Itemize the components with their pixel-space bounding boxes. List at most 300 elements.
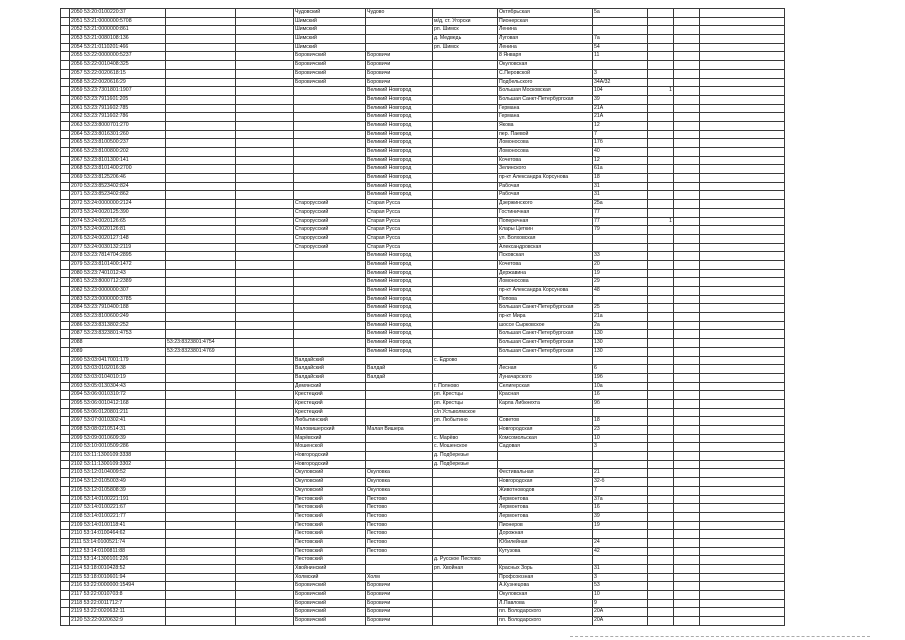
table-cell — [236, 573, 294, 582]
table-cell — [236, 347, 294, 356]
table-cell — [648, 104, 674, 113]
table-cell: 53:23:8323801:4769 — [166, 347, 236, 356]
table-row — [61, 373, 785, 382]
table-cell — [61, 373, 70, 382]
table-cell: 2109 53:14:0100118:41 — [70, 521, 166, 530]
table-cell — [294, 304, 366, 313]
table-row — [61, 69, 785, 78]
table-cell — [236, 617, 294, 626]
table-cell: 2060 53:23:7911601:205 — [70, 95, 166, 104]
table-cell: 39 — [593, 95, 648, 104]
table-cell: Зелинского — [498, 165, 593, 174]
table-cell: Окуловская — [498, 61, 593, 70]
table-cell: Великий Новгород — [366, 174, 433, 183]
table-cell — [166, 295, 236, 304]
table-cell: Державина — [498, 269, 593, 278]
table-cell: 2053 53:21:0080108:136 — [70, 35, 166, 44]
table-cell — [61, 139, 70, 148]
table-cell — [236, 469, 294, 478]
table-cell — [61, 26, 70, 35]
table-cell — [674, 582, 700, 591]
table-cell — [166, 365, 236, 374]
table-cell: 2101 53:11:1300109:3338 — [70, 452, 166, 461]
table-cell — [433, 113, 498, 122]
table-cell — [61, 434, 70, 443]
table-cell — [166, 356, 236, 365]
table-cell: Ленина — [498, 26, 593, 35]
table-cell — [700, 512, 785, 521]
table-row — [61, 547, 785, 556]
table-cell — [294, 121, 366, 130]
table-row — [61, 304, 785, 313]
table-cell — [366, 391, 433, 400]
table-cell — [674, 443, 700, 452]
table-cell: 2100 53:10:0010509:286 — [70, 443, 166, 452]
table-cell — [61, 469, 70, 478]
table-cell — [166, 43, 236, 52]
table-cell: Боровичский — [294, 582, 366, 591]
table-cell — [648, 182, 674, 191]
table-cell: Валдайский — [294, 356, 366, 365]
table-cell: Старая Русса — [366, 217, 433, 226]
table-cell: Боровичский — [294, 52, 366, 61]
table-cell: пр-кт Александра Корсунова — [498, 174, 593, 183]
table-cell — [433, 182, 498, 191]
table-cell: Боровичи — [366, 599, 433, 608]
table-cell — [236, 556, 294, 565]
table-cell — [700, 304, 785, 313]
table-cell: 104 — [593, 87, 648, 96]
table-cell — [648, 573, 674, 582]
table-cell — [593, 61, 648, 70]
table-row — [61, 130, 785, 139]
table-cell — [166, 391, 236, 400]
table-cell — [433, 165, 498, 174]
table-cell — [236, 17, 294, 26]
table-cell: Новгородский — [294, 460, 366, 469]
table-cell: Кочетова — [498, 260, 593, 269]
table-cell: 25а — [593, 200, 648, 209]
table-cell — [674, 356, 700, 365]
table-cell — [433, 582, 498, 591]
table-cell — [236, 365, 294, 374]
table-cell — [700, 530, 785, 539]
table-cell: 2071 53:23:8523402:862 — [70, 191, 166, 200]
table-cell: 16 — [593, 504, 648, 513]
table-cell — [166, 52, 236, 61]
table-cell: Окуловка — [366, 469, 433, 478]
table-cell: Боровичский — [294, 608, 366, 617]
table-cell — [166, 269, 236, 278]
table-cell — [674, 391, 700, 400]
table-cell — [61, 61, 70, 70]
table-cell: 42 — [593, 547, 648, 556]
table-cell: Окуловка — [366, 486, 433, 495]
table-cell — [433, 608, 498, 617]
table-cell: с. Мошенское — [433, 443, 498, 452]
table-cell — [433, 504, 498, 513]
table-cell — [648, 538, 674, 547]
table-cell — [61, 191, 70, 200]
table-cell: 31 — [593, 191, 648, 200]
table-cell — [61, 208, 70, 217]
table-cell — [674, 304, 700, 313]
table-cell: 2099 53:09:0010609:39 — [70, 434, 166, 443]
table-cell — [593, 17, 648, 26]
table-cell — [166, 165, 236, 174]
table-cell — [294, 191, 366, 200]
table-row — [61, 469, 785, 478]
table-cell: д. Подберезье — [433, 460, 498, 469]
table-cell: Юбилейная — [498, 538, 593, 547]
table-cell: 2118 53:22:0011712:7 — [70, 599, 166, 608]
table-cell — [166, 565, 236, 574]
table-row — [61, 565, 785, 574]
table-cell: Пестовский — [294, 504, 366, 513]
table-cell: Великий Новгород — [366, 260, 433, 269]
table-cell: 9б — [593, 399, 648, 408]
table-cell: 2102 53:11:1300109:3302 — [70, 460, 166, 469]
table-cell — [674, 530, 700, 539]
table-cell: Окуловская — [498, 591, 593, 600]
table-cell: 17б — [593, 139, 648, 148]
table-cell: 53:23:8323801:4754 — [166, 339, 236, 348]
table-cell: Лесная — [498, 365, 593, 374]
table-cell: 25 — [593, 304, 648, 313]
table-cell — [294, 174, 366, 183]
table-cell — [648, 330, 674, 339]
table-cell: Луначарского — [498, 373, 593, 382]
table-cell — [61, 399, 70, 408]
table-cell — [700, 217, 785, 226]
table-cell — [674, 373, 700, 382]
table-cell — [700, 347, 785, 356]
table-cell: Новгородский — [294, 452, 366, 461]
table-cell — [166, 426, 236, 435]
table-cell — [366, 443, 433, 452]
table-cell — [166, 382, 236, 391]
table-cell — [433, 347, 498, 356]
table-cell — [433, 208, 498, 217]
table-cell — [366, 556, 433, 565]
table-cell — [498, 408, 593, 417]
table-cell: 16 — [593, 391, 648, 400]
table-cell — [236, 260, 294, 269]
table-cell — [61, 565, 70, 574]
table-cell — [166, 521, 236, 530]
table-row — [61, 191, 785, 200]
table-cell — [236, 226, 294, 235]
table-cell — [166, 469, 236, 478]
table-cell: д. Подберезье — [433, 452, 498, 461]
table-cell — [648, 313, 674, 322]
table-cell: Большая Московская — [498, 87, 593, 96]
table-cell — [674, 252, 700, 261]
table-cell: 2105 53:12:0105808:39 — [70, 486, 166, 495]
table-cell: Псковская — [498, 252, 593, 261]
table-cell — [674, 287, 700, 296]
table-cell — [674, 573, 700, 582]
table-cell — [648, 356, 674, 365]
table-cell: 10а — [593, 382, 648, 391]
table-cell — [61, 495, 70, 504]
table-cell — [700, 69, 785, 78]
table-cell: рп. Крестцы — [433, 399, 498, 408]
table-cell — [674, 599, 700, 608]
table-cell: Великий Новгород — [366, 182, 433, 191]
table-cell: Боровичи — [366, 78, 433, 87]
table-cell — [294, 95, 366, 104]
table-cell — [236, 304, 294, 313]
table-cell: Клары Цеткин — [498, 226, 593, 235]
table-cell — [674, 591, 700, 600]
table-cell — [61, 52, 70, 61]
table-cell — [593, 234, 648, 243]
table-cell: Боровичи — [366, 61, 433, 70]
table-cell — [166, 87, 236, 96]
table-cell — [648, 113, 674, 122]
table-cell — [61, 313, 70, 322]
table-cell — [700, 330, 785, 339]
table-cell — [648, 69, 674, 78]
table-cell — [61, 460, 70, 469]
table-cell: пл. Володарского — [498, 608, 593, 617]
table-row — [61, 243, 785, 252]
table-row — [61, 287, 785, 296]
table-cell — [648, 469, 674, 478]
table-cell — [674, 43, 700, 52]
table-cell — [294, 139, 366, 148]
table-cell — [433, 599, 498, 608]
table-cell: 2107 53:14:0100221:67 — [70, 504, 166, 513]
table-cell — [366, 26, 433, 35]
table-cell — [674, 200, 700, 209]
table-cell — [433, 339, 498, 348]
table-cell — [433, 278, 498, 287]
table-cell — [61, 182, 70, 191]
table-cell — [700, 9, 785, 18]
table-cell — [166, 200, 236, 209]
table-cell — [674, 608, 700, 617]
table-cell — [700, 35, 785, 44]
table-cell — [648, 208, 674, 217]
table-cell — [700, 61, 785, 70]
table-cell — [366, 382, 433, 391]
table-cell: Великий Новгород — [366, 165, 433, 174]
table-cell — [648, 269, 674, 278]
table-cell: 48 — [593, 287, 648, 296]
table-cell — [648, 130, 674, 139]
table-cell — [433, 61, 498, 70]
table-cell — [166, 399, 236, 408]
table-cell: Большая Санкт-Петербургская — [498, 339, 593, 348]
table-cell — [674, 295, 700, 304]
table-cell — [236, 139, 294, 148]
table-cell — [648, 617, 674, 626]
table-cell — [648, 495, 674, 504]
table-cell — [700, 208, 785, 217]
table-cell — [236, 217, 294, 226]
table-cell: 2111 53:14:0100521:74 — [70, 538, 166, 547]
table-row — [61, 313, 785, 322]
table-cell — [433, 9, 498, 18]
table-cell — [433, 174, 498, 183]
table-cell: рп. Шимск — [433, 26, 498, 35]
table-cell: м/д, ст. Угорски — [433, 17, 498, 26]
table-cell — [236, 130, 294, 139]
table-cell — [366, 356, 433, 365]
table-cell: 37а — [593, 495, 648, 504]
table-cell — [61, 234, 70, 243]
table-cell — [648, 156, 674, 165]
table-cell — [674, 35, 700, 44]
table-cell — [166, 95, 236, 104]
table-cell — [700, 339, 785, 348]
table-cell: 21А — [593, 104, 648, 113]
table-cell — [236, 113, 294, 122]
table-cell — [366, 17, 433, 26]
table-cell — [648, 234, 674, 243]
table-cell — [61, 295, 70, 304]
table-cell — [61, 217, 70, 226]
table-cell: Пестово — [366, 512, 433, 521]
table-cell: Поперечная — [498, 217, 593, 226]
table-cell — [700, 617, 785, 626]
table-cell — [433, 130, 498, 139]
table-cell: 2113 53:14:1300101:226 — [70, 556, 166, 565]
table-cell — [648, 260, 674, 269]
table-cell — [236, 287, 294, 296]
table-cell — [166, 547, 236, 556]
table-cell: 2116 53:22:0000000:15494 — [70, 582, 166, 591]
table-cell — [61, 174, 70, 183]
table-cell: 31 — [593, 182, 648, 191]
table-cell: шоссе Сырковское — [498, 321, 593, 330]
table-cell — [294, 339, 366, 348]
table-cell — [236, 538, 294, 547]
table-cell — [236, 486, 294, 495]
table-row — [61, 443, 785, 452]
table-cell: Старая Русса — [366, 243, 433, 252]
table-cell — [166, 139, 236, 148]
table-cell: Великий Новгород — [366, 321, 433, 330]
table-cell: Великий Новгород — [366, 87, 433, 96]
table-cell: 79 — [593, 226, 648, 235]
table-cell — [648, 226, 674, 235]
table-cell — [674, 417, 700, 426]
table-row — [61, 556, 785, 565]
table-cell: 130 — [593, 330, 648, 339]
table-cell — [236, 356, 294, 365]
table-cell — [61, 165, 70, 174]
table-cell — [433, 269, 498, 278]
table-cell — [593, 452, 648, 461]
table-cell: Великий Новгород — [366, 347, 433, 356]
table-cell: 2119 53:22:0020632:11 — [70, 608, 166, 617]
table-cell — [166, 443, 236, 452]
table-cell: Пестово — [366, 538, 433, 547]
table-cell — [433, 234, 498, 243]
table-cell — [433, 495, 498, 504]
table-cell — [236, 434, 294, 443]
table-cell: Пестовский — [294, 512, 366, 521]
table-cell: Большая Санкт-Петербургская — [498, 304, 593, 313]
table-cell — [61, 599, 70, 608]
table-cell: Холм — [366, 573, 433, 582]
table-row — [61, 452, 785, 461]
table-cell — [166, 478, 236, 487]
table-cell — [236, 121, 294, 130]
table-cell — [700, 504, 785, 513]
table-row — [61, 478, 785, 487]
table-cell — [674, 113, 700, 122]
table-cell — [433, 521, 498, 530]
table-cell — [700, 17, 785, 26]
table-cell: Хвойнинский — [294, 565, 366, 574]
table-cell: Новгородская — [498, 426, 593, 435]
table-cell: Старорусский — [294, 208, 366, 217]
table-cell: 2056 53:22:0010408:325 — [70, 61, 166, 70]
table-row — [61, 504, 785, 513]
table-cell — [236, 478, 294, 487]
table-cell — [648, 408, 674, 417]
table-cell — [61, 591, 70, 600]
table-cell — [433, 243, 498, 252]
table-cell — [433, 139, 498, 148]
table-cell: 2098 53:08:0210514:31 — [70, 426, 166, 435]
table-cell: Великий Новгород — [366, 252, 433, 261]
table-cell — [61, 356, 70, 365]
table-row — [61, 391, 785, 400]
table-cell — [433, 226, 498, 235]
table-cell: Профсоюзная — [498, 573, 593, 582]
table-cell — [236, 391, 294, 400]
table-row — [61, 165, 785, 174]
table-cell — [700, 200, 785, 209]
table-cell: Ленина — [498, 43, 593, 52]
table-cell — [593, 530, 648, 539]
table-cell — [166, 460, 236, 469]
table-cell — [674, 365, 700, 374]
table-cell — [593, 556, 648, 565]
table-cell — [61, 365, 70, 374]
table-cell — [648, 321, 674, 330]
table-cell: Крестецкий — [294, 408, 366, 417]
table-cell — [674, 9, 700, 18]
table-cell — [166, 512, 236, 521]
table-cell — [236, 9, 294, 18]
table-cell — [433, 304, 498, 313]
table-cell — [700, 191, 785, 200]
table-row — [61, 617, 785, 626]
table-cell — [61, 104, 70, 113]
table-cell: 10 — [593, 434, 648, 443]
table-cell — [648, 295, 674, 304]
table-cell — [674, 217, 700, 226]
table-cell: 3 — [593, 443, 648, 452]
table-cell: Александровская — [498, 243, 593, 252]
table-cell — [700, 486, 785, 495]
table-cell — [674, 617, 700, 626]
table-cell — [166, 260, 236, 269]
table-cell: Великий Новгород — [366, 104, 433, 113]
table-cell: 19 — [593, 521, 648, 530]
table-cell: Попова — [498, 295, 593, 304]
table-cell — [236, 252, 294, 261]
table-row — [61, 182, 785, 191]
table-cell — [674, 191, 700, 200]
table-cell: пер. Паевой — [498, 130, 593, 139]
